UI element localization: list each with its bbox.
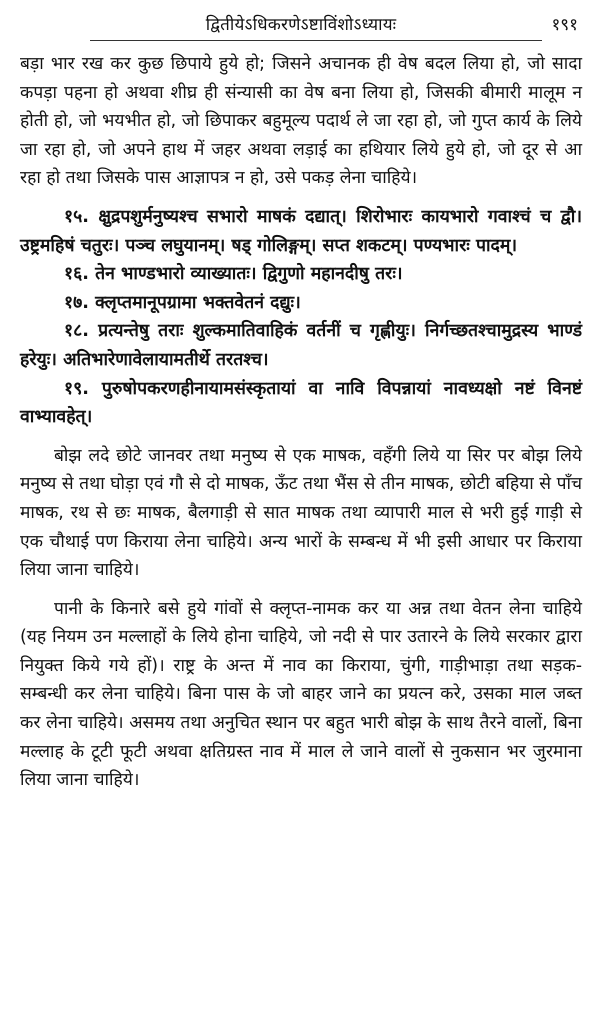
page-header xyxy=(20,0,582,44)
paragraph-2: बोझ लदे छोटे जानवर तथा मनुष्य से एक माषक, वहँगी लिये या सिर पर बोझ लिये मनुष्य से तथा घोड़ा एवं गौ से दो माषक, ऊँट तथा भैंस से तीन माषक, छोटी बहिया से पाँच माषक, रथ से छः माषक, बैलगाड़ी से सात माषक तथा व्यापारी माल से भरी हुई गाड़ी से एक चौथाई पण किराया लेना चाहिये। अन्य भारों के सम्बन्ध में भी इसी आधार पर किराया लिया जाना चाहिये। xyxy=(20,445,582,581)
paragraph-3: पानी के किनारे बसे हुये गांवों से क्लृप्त-नामक कर या अन्न तथा वेतन लेना चाहिये (यह नियम उन मल्लाहों के लिये होना चाहिये, जो नदी से पार उतारने के लिये सरकार द्वारा नियुक्त किये गये हों)। राष्ट्र के अन्त में नाव का किराया, चुंगी, गाड़ीभाड़ा तथा सड़क-सम्बन्धी कर लेना चाहिये। बिना पास के जो बाहर जाने का प्रयत्न करे, उसका माल जब्त कर लेना चाहिये। असमय तथा अनुचित स्थान पर बहुत भारी बोझ के साथ तैरने वालों, बिना मल्लाह के टूटी फूटी अथवा क्षतिग्रस्त नाव में माल ले जाने वालों से नुकसान भर जुरमाना लिया जाना चाहिये। xyxy=(20,598,582,791)
verse-17: १७. क्लृप्तमानूपग्रामा भक्तवेतनं दद्युः। xyxy=(64,292,301,313)
page-number: १९१ xyxy=(551,15,578,35)
verse-15: १५. क्षुद्रपशुर्मनुष्यश्च सभारो माषकं दद्यात्। शिरोभारः कायभारो गवाश्चं च द्वौ। उष्ट्रमहिषं चतुरः। पञ्च लघुयानम्। षड् गोलिङ्गम्। सप्त शकटम्। पण्यभारः पादम्। xyxy=(20,206,582,256)
verse-19: १९. पुरुषोपकरणहीनायामसंस्कृतायां वा नावि विपन्नायां नावध्यक्षो नष्टं विनष्टं वाभ्यावहेत्। xyxy=(20,378,582,428)
verse-18: १८. प्रत्यन्तेषु तराः शुल्कमातिवाहिकं वर्तनीं च गृह्णीयुः। निर्गच्छतश्चामुद्रस्य भाण्डं हरेयुः। अतिभारेणावेलायामतीर्थे तरतश्च। xyxy=(20,321,582,370)
running-title: द्वितीयेऽधिकरणेऽष्टाविंशोऽध्यायः xyxy=(205,15,397,35)
header-rule xyxy=(90,40,542,41)
paragraph-1: बड़ा भार रख कर कुछ छिपाये हुये हो; जिसने अचानक ही वेष बदल लिया हो, जो सादा कपड़ा पहना हो अथवा शीघ्र ही संन्यासी का वेष बना लिया हो, जिसकी बीमारी मालूम न होती हो, जो भयभीत हो, जो छिपाकर बहुमूल्य पदार्थ ले जा रहा हो, जो गुप्त कार्य के लिये जा रहा हो, जो अपने हाथ में जहर अथवा लड़ाई का हथियार लिये हुये हो, जो दूर से आ रहा हो तथा जिसके पास आज्ञापत्र न हो, उसे पकड़ लेना चाहिये। xyxy=(20,54,582,189)
verse-16: १६. तेन भाण्डभारो व्याख्यातः। द्विगुणो महानदीषु तरः। xyxy=(64,264,403,285)
